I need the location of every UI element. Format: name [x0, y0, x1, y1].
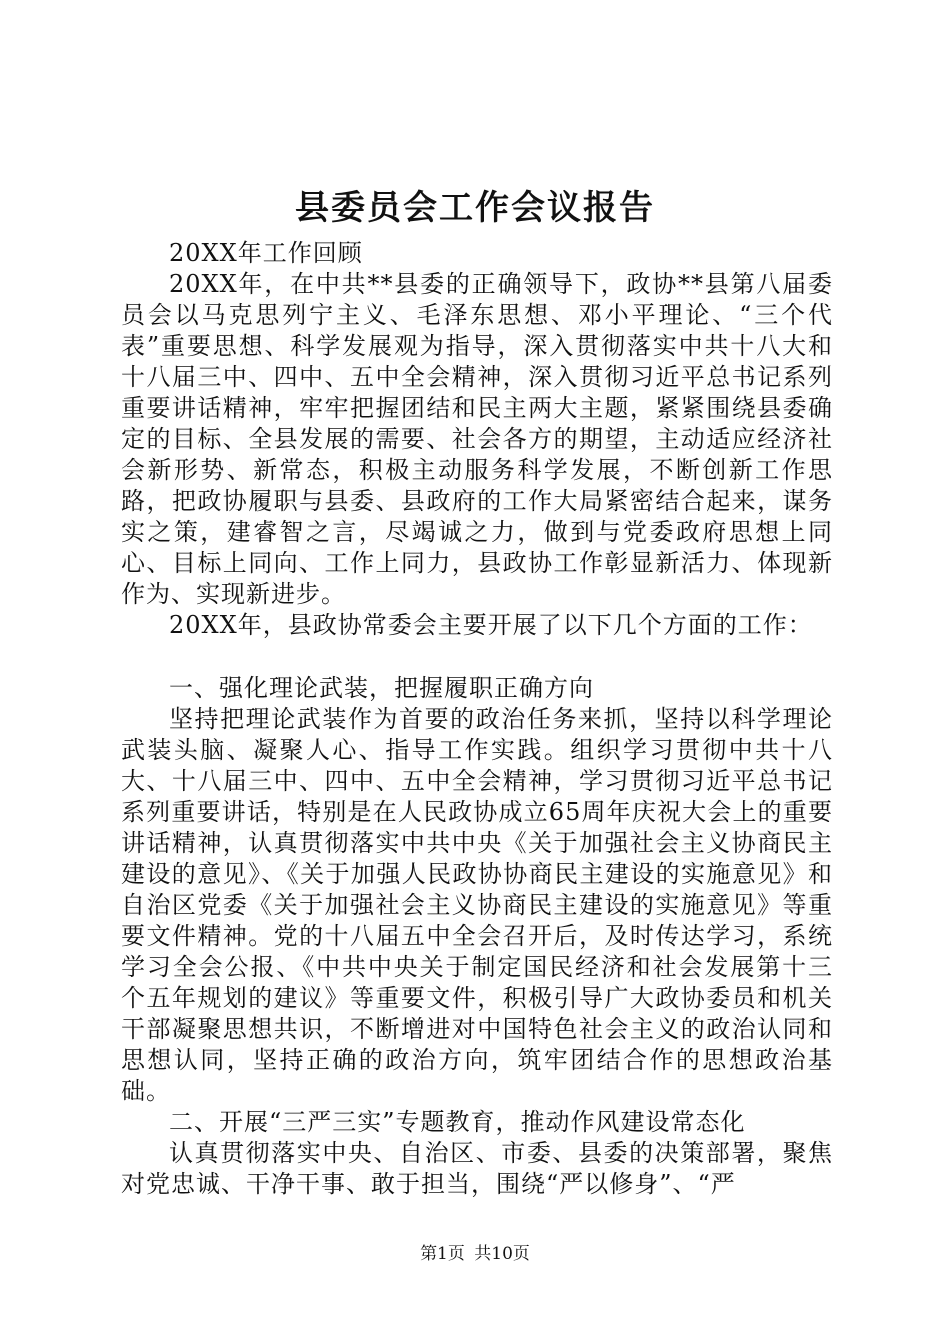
section-heading-review: 20XX年工作回顾 — [169, 239, 363, 267]
paragraph-section-1: 坚持把理论武装作为首要的政治任务来抓，坚持以科学理论武装头脑、凝聚人心、指导工作实践。组织学习贯彻中共十八大、十八届三中、四中、五中全会精神，学习贯彻习近平总书记系列重要讲话，特别是在人民政协成立65周年庆祝大会上的重要讲话精神，认真贯彻落实中共中央《关于加强社会主义协商民主建设的意见》、《关于加强人民政协协商民主建设的实施意见》和自治区党委《关于加强社会主义协商民主建设的实施意见》等重要文件精神。党的十八届五中全会召开后，及时传达学习，系统学习全会公报、《中共中央关于制定国民经济和社会发展第十三个五年规划的建议》等重要文件，积极引导广大政协委员和机关干部凝聚思想共识，不断增进对中国特色社会主义的政治认同和思想认同，坚持正确的政治方向，筑牢团结合作的思想政治基础。 — [121, 705, 833, 1105]
section-heading-2: 二、开展“三严三实”专题教育，推动作风建设常态化 — [169, 1108, 746, 1136]
section-heading-1: 一、强化理论武装，把握履职正确方向 — [169, 674, 594, 702]
document-title: 县委员会工作会议报告 — [295, 188, 655, 228]
page-footer: 第1页 共10页 — [420, 1244, 530, 1264]
paragraph-intro: 20XX年，在中共**县委的正确领导下，政协**县第八届委员会以马克思列宁主义、毛泽东思想、邓小平理论、“三个代表”重要思想、科学发展观为指导，深入贯彻落实中共十八大和十八届三中、四中、五中全会精神，深入贯彻习近平总书记系列重要讲话精神，牢牢把握团结和民主两大主题，紧紧围绕县委确定的目标、全县发展的需要、社会各方的期望，主动适应经济社会新形势、新常态，积极主动服务科学发展，不断创新工作思路，把政协履职与县委、县政府的工作大局紧密结合起来，谋务实之策，建睿智之言，尽竭诚之力，做到与党委政府思想上同心、目标上同向、工作上同力，县政协工作彰显新活力、体现新作为、实现新进步。 — [121, 270, 833, 608]
paragraph-work-summary: 20XX年，县政协常委会主要开展了以下几个方面的工作： — [169, 611, 813, 639]
paragraph-spacer — [121, 641, 833, 673]
document-body — [121, 238, 833, 1200]
paragraph-section-2: 认真贯彻落实中央、自治区、市委、县委的决策部署，聚焦对党忠诚、干净干事、敢于担当，围绕“严以修身”、“严 — [121, 1139, 833, 1198]
